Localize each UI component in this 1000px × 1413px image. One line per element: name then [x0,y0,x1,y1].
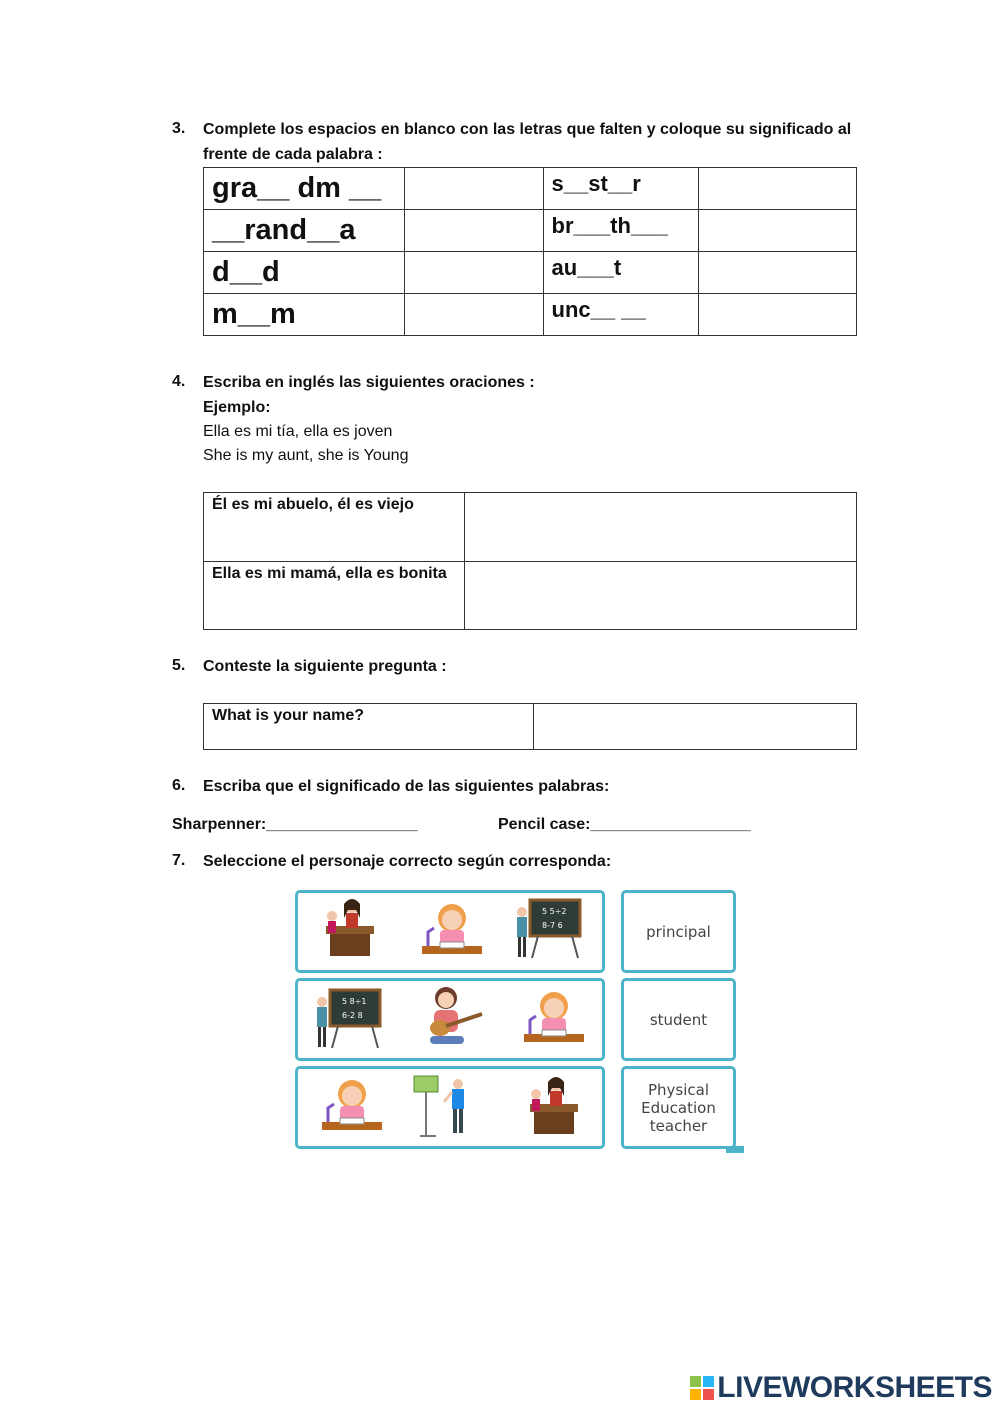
label-pe-teacher[interactable] [621,1066,736,1149]
student-illustration [520,986,588,1052]
label-principal[interactable] [621,890,736,973]
pencil-case-item[interactable]: Pencil case:__________________ [498,816,751,833]
q4-table [203,492,857,630]
teacher-illustration [512,896,582,960]
table-row [204,210,857,252]
label-principal-text: principal [646,922,711,941]
q3-instruction-line1: Complete los espacios en blanco con las letras que falten y coloque su significado al [203,121,852,138]
answer-cell[interactable] [404,294,543,336]
corner-marker [726,1146,744,1153]
answer-cell[interactable] [699,294,857,336]
q7-instruction: Seleccione el personaje correcto según corresponda: [203,853,612,870]
principal-illustration [522,1074,584,1138]
principal-illustration [318,896,380,960]
example-english: She is my aunt, she is Young [203,447,409,464]
q5-table [203,703,857,750]
table-row [204,493,857,562]
table-row [204,704,857,750]
q5-number: 5. [172,657,186,674]
table-row [204,294,857,336]
student-illustration [318,1074,386,1140]
sentence-cell: Ella es mi mamá, ella es bonita [212,565,447,582]
label-pe-line3: teacher [649,1116,708,1135]
table-row [204,168,857,210]
word-cell: d__d [212,256,280,288]
answer-cell[interactable] [533,704,856,750]
answer-cell[interactable] [699,252,857,294]
q4-instruction: Escriba en inglés las siguientes oraciones : [203,374,535,391]
q3-instruction [203,117,851,167]
teacher-illustration [312,986,382,1050]
translation-cell[interactable] [464,562,856,630]
word-cell: au___t [551,255,622,280]
answer-cell[interactable] [699,210,857,252]
example-spanish: Ella es mi tía, ella es joven [203,423,393,440]
q6-number: 6. [172,777,186,794]
table-row [204,252,857,294]
sentence-cell: Él es mi abuelo, él es viejo [212,496,414,513]
sharpener-item[interactable]: Sharpenner:_________________ [172,816,418,833]
q5-instruction: Conteste la siguiente pregunta : [203,658,447,675]
q3-number: 3. [172,120,186,137]
answer-cell[interactable] [404,252,543,294]
label-student-text: student [649,1010,708,1029]
word-cell: s__st__r [551,171,641,196]
example-label: Ejemplo: [203,399,271,416]
svg-text:8-7 6: 8-7 6 [542,921,563,930]
student-illustration [418,898,486,964]
guitar-student-illustration [418,984,488,1050]
q6-instruction: Escriba que el significado de las siguientes palabras: [203,778,610,795]
liveworksheets-logo [690,1371,992,1405]
svg-text:5 5÷2: 5 5÷2 [542,907,567,916]
translation-cell[interactable] [464,493,856,562]
svg-text:5 8÷1: 5 8÷1 [342,997,367,1006]
q4-block [203,370,535,468]
word-cell: __rand__a [212,214,356,246]
label-pe-line1: Physical [647,1080,710,1099]
answer-cell[interactable] [699,168,857,210]
q3-instruction-line2: frente de cada palabra : [203,146,383,163]
answer-cell[interactable] [404,210,543,252]
q3-table [203,167,857,336]
brand-text: LIVEWORKSHEETS [717,1371,992,1404]
word-cell: unc__ __ [551,297,646,322]
pe-teacher-illustration [412,1074,476,1140]
word-cell: m__m [212,298,296,330]
word-cell: gra__ dm __ [212,172,382,204]
q7-number: 7. [172,852,186,869]
answer-cell[interactable] [404,168,543,210]
word-cell: br___th___ [551,213,668,238]
q4-number: 4. [172,373,186,390]
liveworksheets-icon [690,1376,714,1400]
label-pe-line2: Education [641,1098,716,1117]
table-row [204,562,857,630]
label-student[interactable] [621,978,736,1061]
svg-text:6-2 8: 6-2 8 [342,1011,363,1020]
question-cell: What is your name? [212,707,365,724]
